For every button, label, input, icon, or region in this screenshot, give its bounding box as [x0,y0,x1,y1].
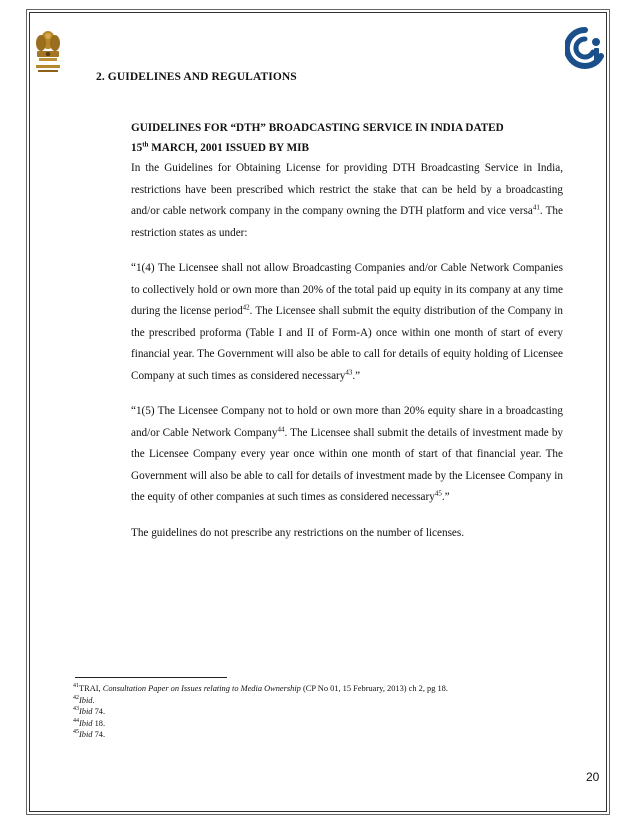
paragraph-clause-1-5 [131,401,563,509]
clause-1-5-text-c: .” [441,491,450,503]
footnote-number: 45 [73,729,79,736]
footnote-text: 18. [92,718,106,728]
footnote-ref-41[interactable]: 41 [532,203,540,212]
footnote-number: 41 [73,683,79,690]
paragraph-intro [131,158,563,244]
paragraph-conclusion: The guidelines do not prescribe any restrictions on the number of licenses. [131,526,465,539]
paragraph-clause-1-4 [131,258,563,387]
footnote-text: 74. [92,707,106,716]
sub-heading-line1: GUIDELINES FOR “DTH” BROADCASTING SERVICE IN INDIA DATED [131,122,504,134]
page-number: 20 [586,770,600,784]
footnotes [73,683,573,741]
clause-1-5-text-a: “1(5) The Licensee Company not to hold or own more than 20% equity share in a broadcasting and/or Cable Network Company [131,405,563,439]
footnote-title: Ibid [79,718,93,728]
footnote-title: Consultation Paper on Issues relating to Media Ownership [102,684,301,693]
sub-heading [131,118,563,158]
footnote-ref-44[interactable]: 44 [277,424,285,433]
clause-1-4-text-b: . The Licensee shall submit the equity distribution of the Company in the prescribed proforma (Table I and II of Form-A) once within one month of start of every financial year. The Government will also be able to call for details of equity holding of Licensee Company at such times as considered necessary [131,305,563,382]
footnote-ref-43[interactable]: 43 [345,367,353,376]
footnote-ref-45[interactable]: 45 [434,489,442,498]
footnote-41 [73,683,573,695]
footnote-text: TRAI, [79,684,103,693]
sub-heading-day: 15 [131,142,143,154]
paragraph-intro-text: In the Guidelines for Obtaining License for providing DTH Broadcasting Service in India, restrictions have been prescribed which restrict the stake that can be held by a broadcasting and/or cable network company in the company owning the DTH platform and vice versa [131,162,563,217]
footnote-text: . [92,695,95,705]
footnote-42 [73,695,573,707]
footnote-number: 42 [73,694,79,701]
page-body [131,118,563,544]
footnote-number: 44 [73,717,79,724]
clause-1-4-text-c: .” [352,369,361,382]
footnote-text: 74. [92,730,106,739]
footnote-title: Ibid [79,695,93,705]
footnote-separator [75,677,227,678]
clause-1-5-text-b: . The Licensee shall submit the details of investment made by the Licensee Company every year once within one month of start of that financial year. The Government will also be able to call for details of investment made by the Licensee Company in the equity of other companies at such times as considered necessary [131,426,564,503]
paragraph-intro-tail: . The restriction states as under: [131,205,563,239]
footnote-title: Ibid [79,730,93,739]
section-heading: 2. GUIDELINES AND REGULATIONS [96,71,297,83]
footnote-43 [73,706,573,718]
footnote-title: Ibid [79,707,93,716]
state-emblem-icon [32,28,64,76]
sub-heading-ordinal: th [142,140,149,149]
organization-logo-icon [565,26,605,70]
footnote-number: 43 [73,706,79,713]
clause-1-4-text-a: “1(4) The Licensee shall not allow Broadcasting Companies and/or Cable Network Companies to collectively hold or own more than 20% of the total paid up equity in its company at any time during the license period [131,262,563,317]
sub-heading-line2 [131,138,563,158]
footnote-45 [73,729,573,741]
footnote-text: (CP No 01, 15 February, 2013) ch 2, pg 18. [300,684,448,693]
footnote-ref-42[interactable]: 42 [242,303,250,312]
footnote-44 [73,718,573,730]
sub-heading-rest: MARCH, 2001 ISSUED BY MIB [148,142,309,154]
